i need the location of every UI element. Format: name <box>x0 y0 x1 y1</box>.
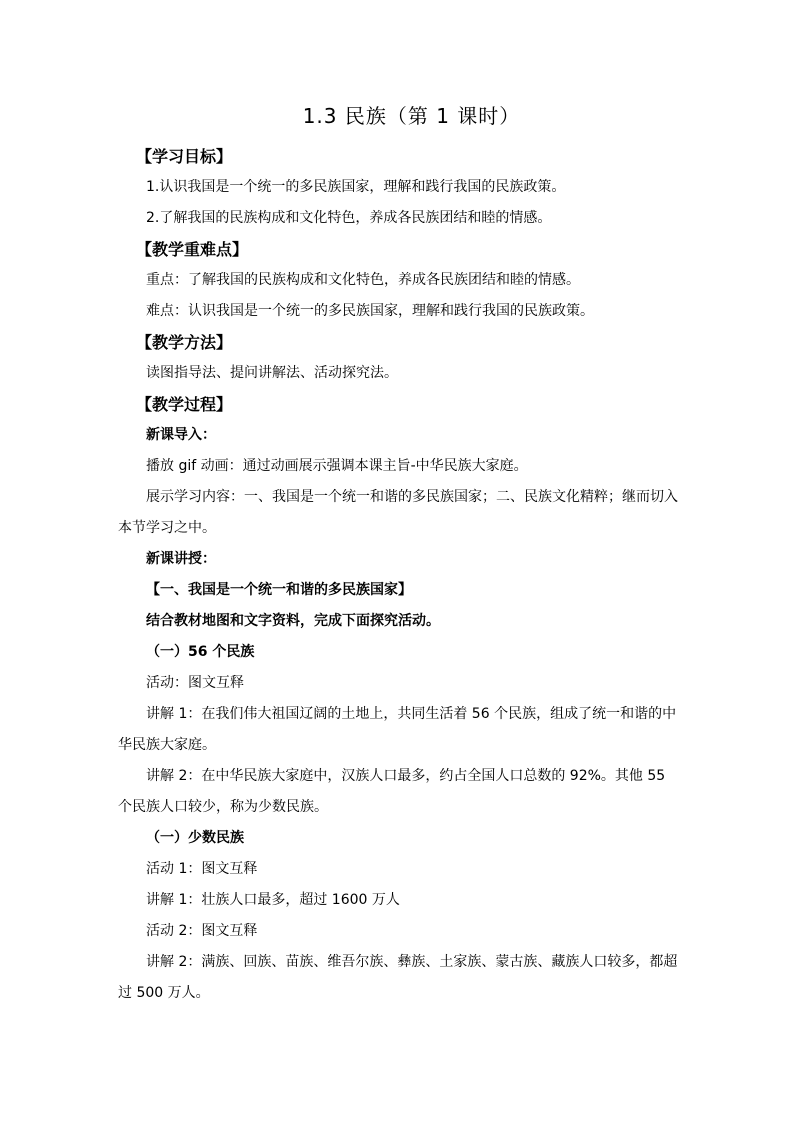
goals-heading: 【学习目标】 <box>136 147 233 166</box>
process-heading: 【教学过程】 <box>136 395 233 414</box>
intro-text-2: 展示学习内容：一、我国是一个统一和谐的多民族国家；二、民族文化精粹；继而切入本节学习之中。 <box>118 489 678 536</box>
sub2-activity-2: 活动 2：图文互释 <box>146 923 258 939</box>
intro-heading: 新课导入： <box>146 427 216 443</box>
sub1-heading: （一）56 个民族 <box>146 644 255 660</box>
part1-heading: 【一、我国是一个统一和谐的多民族国家】 <box>146 582 412 598</box>
key-points-heading: 【教学重难点】 <box>136 240 249 259</box>
sub2-explain-2: 讲解 2：满族、回族、苗族、维吾尔族、彝族、土家族、蒙古族、藏族人口较多，都超过 500 万人。 <box>118 954 678 1001</box>
sub2-heading: （一）少数民族 <box>146 830 244 846</box>
sub1-explain-1: 讲解 1：在我们伟大祖国辽阔的土地上，共同生活着 56 个民族，组成了统一和谐的中华民族大家庭。 <box>118 706 677 753</box>
intro-text-1: 播放 gif 动画：通过动画展示强调本课主旨-中华民族大家庭。 <box>146 458 528 474</box>
sub1-activity: 活动：图文互释 <box>146 675 244 691</box>
goal-item-1: 1.认识我国是一个统一的多民族国家，理解和践行我国的民族政策。 <box>146 179 566 195</box>
sub2-activity-1: 活动 1：图文互释 <box>146 861 258 877</box>
sub2-explain-1: 讲解 1：壮族人口最多，超过 1600 万人 <box>146 892 400 908</box>
sub1-explain-2: 讲解 2：在中华民族大家庭中，汉族人口最多，约占全国人口总数的 92%。其他 55 个民族人口较少，称为少数民族。 <box>118 768 666 815</box>
goal-item-2: 2.了解我国的民族构成和文化特色，养成各民族团结和睦的情感。 <box>146 210 552 226</box>
method-heading: 【教学方法】 <box>136 333 233 352</box>
method-text: 读图指导法、提问讲解法、活动探究法。 <box>146 365 398 381</box>
key-point-2: 难点：认识我国是一个统一的多民族国家，理解和践行我国的民族政策。 <box>146 303 594 319</box>
part1-task: 结合教材地图和文字资料，完成下面探究活动。 <box>146 613 440 629</box>
lecture-heading: 新课讲授： <box>146 551 216 567</box>
page-title: 1.3 民族（第 1 课时） <box>302 104 521 128</box>
document-body <box>118 141 678 1009</box>
key-point-1: 重点：了解我国的民族构成和文化特色，养成各民族团结和睦的情感。 <box>146 272 580 288</box>
